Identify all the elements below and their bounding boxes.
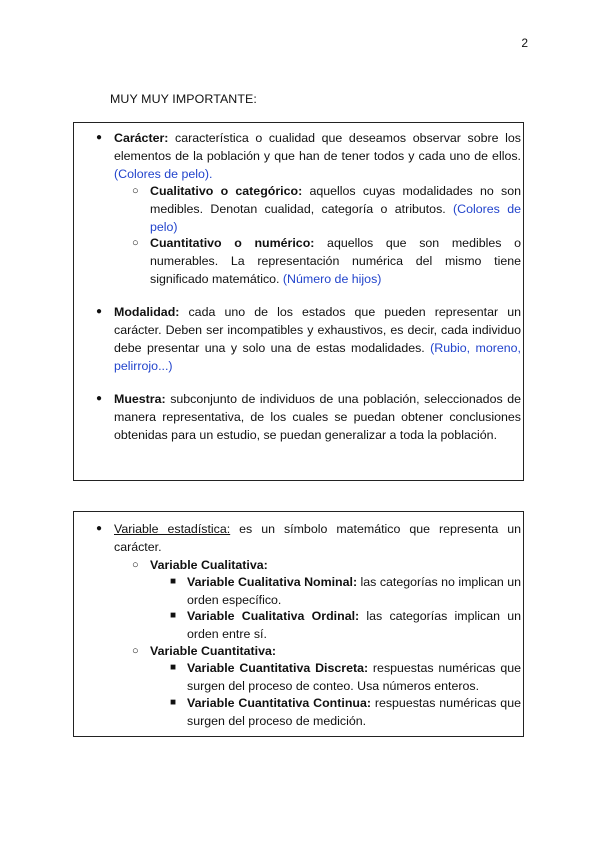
caracter-example: (Colores de pelo). [114,167,213,181]
discreta-term: Variable Cuantitativa Discreta: [187,661,369,675]
variable-text: es un símbolo matemático que representa un carácter. [114,522,521,554]
ordinal-term: Variable Cualitativa Ordinal: [187,609,360,623]
cuantitativo-example: (Número de hijos) [282,272,382,286]
caracter-term: Carácter: [114,131,169,145]
ordinal-definition [187,607,521,643]
page-heading: MUY MUY IMPORTANTE: [110,92,257,106]
circle-bullet-icon: ○ [132,237,139,249]
square-bullet-icon: ■ [170,662,177,673]
variable-definition [114,520,521,556]
cualitativa-title: Variable Cualitativa: [150,558,268,572]
discreta-definition [187,659,521,695]
cualitativo-term: Cualitativo o categórico: [150,184,303,198]
cuantitativo-text: aquellos que son medibles o numerables. La representación numérica del mismo tiene significado matemático. [150,236,521,286]
modalidad-example: (Rubio, moreno, pelirrojo...) [114,341,522,373]
circle-bullet-icon: ○ [132,559,139,571]
caracter-text: característica o cualidad que deseamos observar sobre los elementos de la población y que han de tener todos y cada uno de ellos. [114,131,521,163]
circle-bullet-icon: ○ [132,645,139,657]
muestra-text: subconjunto de individuos de una población, seleccionados de manera representativa, de los cuales se puedan obtener conclusiones obtenidas para un estudio, se puedan generalizar a toda la población. [114,392,521,442]
nominal-term: Variable Cualitativa Nominal: [187,575,358,589]
cualitativo-definition [150,182,521,236]
continua-term: Variable Cuantitativa Continua: [187,696,371,710]
nominal-definition [187,573,521,609]
cuantitativo-term: Cuantitativo o numérico: [150,236,315,250]
bullet-icon: ● [96,393,103,404]
square-bullet-icon: ■ [170,610,177,621]
square-bullet-icon: ■ [170,697,177,708]
continua-text: respuestas numéricas que surgen del proceso de medición. [187,696,521,728]
bullet-icon: ● [96,132,103,143]
cualitativo-example: (Colores de pelo) [150,202,521,234]
discreta-text: respuestas numéricas que surgen del proceso de conteo. Usa números enteros. [187,661,521,693]
bullet-icon: ● [96,523,103,534]
square-bullet-icon: ■ [170,576,177,587]
continua-definition [187,694,521,730]
muestra-term: Muestra: [114,392,166,406]
cualitativo-text: aquellos cuyas modalidades no son medibles. Denotan cualidad, categoría o atributos. [150,184,521,216]
variable-term: Variable estadística: [114,522,231,536]
nominal-text: las categorías no implican un orden específico. [187,575,522,607]
muestra-definition [114,390,521,444]
page-number: 2 [521,36,528,50]
cuantitativo-definition [150,234,521,288]
bullet-icon: ● [96,306,103,317]
caracter-definition [114,129,521,183]
cuantitativa-title: Variable Cuantitativa: [150,644,277,658]
modalidad-definition [114,303,521,375]
modalidad-text: cada uno de los estados que pueden representar un carácter. Deben ser incompatibles y exhaustivos, es decir, cada individuo debe presentar una y solo una de estas modalidades. [114,305,521,355]
modalidad-term: Modalidad: [114,305,180,319]
circle-bullet-icon: ○ [132,185,139,197]
ordinal-text: las categorías implican un orden entre sí. [187,609,521,641]
